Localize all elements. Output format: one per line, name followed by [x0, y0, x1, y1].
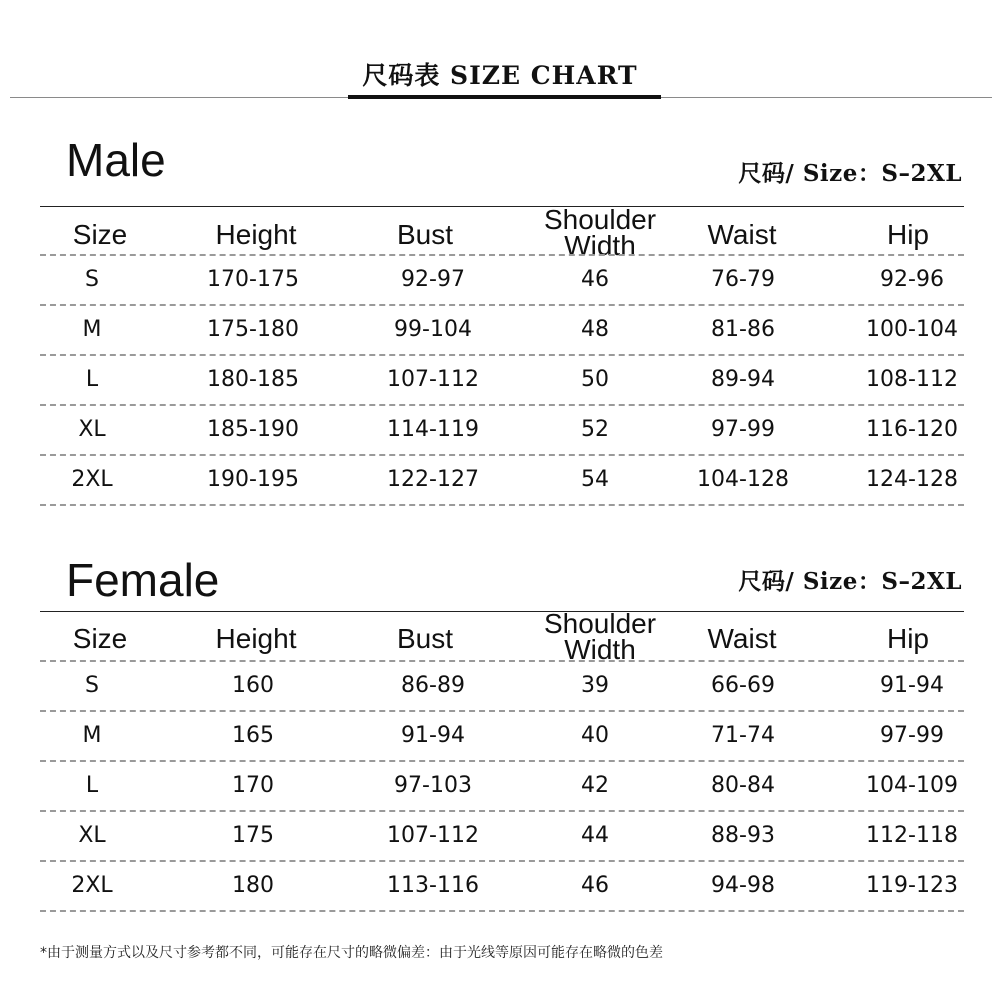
male-table-cell: 122-127 — [387, 467, 479, 492]
male-table-cell: 92-96 — [880, 267, 944, 292]
female-row-divider — [40, 660, 964, 662]
female-table-cell: 160 — [232, 673, 274, 698]
male-size-range: 尺码/ Size：S–2XL — [738, 160, 962, 187]
male-table-cell: 190-195 — [207, 467, 299, 492]
male-table-cell: 107-112 — [387, 367, 479, 392]
male-table-cell: 185-190 — [207, 417, 299, 442]
male-table-cell: 89-94 — [711, 367, 775, 392]
female-table-cell: 170 — [232, 773, 274, 798]
male-table-cell: 170-175 — [207, 267, 299, 292]
male-section-title: Male — [66, 134, 166, 186]
female-table-cell: 42 — [581, 773, 609, 798]
male-table-top-rule — [40, 206, 964, 207]
male-table-cell: 52 — [581, 417, 609, 442]
male-column-header: Hip — [886, 219, 930, 250]
male-table-cell: S — [85, 267, 99, 292]
female-section-title: Female — [66, 554, 220, 606]
female-table-cell: 91-94 — [401, 723, 465, 748]
male-table-cell: 116-120 — [866, 417, 958, 442]
male-table-cell: 100-104 — [866, 317, 958, 342]
male-row-divider — [40, 454, 964, 456]
male-table-cell: 175-180 — [207, 317, 299, 342]
male-table-cell: 48 — [581, 317, 609, 342]
female-column-header: Size — [72, 623, 128, 654]
female-row-divider — [40, 860, 964, 862]
female-row-divider — [40, 910, 964, 912]
female-table-cell: 91-94 — [880, 673, 944, 698]
male-table-cell: 92-97 — [401, 267, 465, 292]
female-table-cell: 44 — [581, 823, 609, 848]
header-divider-accent — [348, 95, 661, 99]
female-row-divider — [40, 710, 964, 712]
female-table-cell: 107-112 — [387, 823, 479, 848]
male-column-header: Height — [215, 219, 297, 250]
female-table-cell: 112-118 — [866, 823, 958, 848]
male-column-header: Size — [72, 219, 128, 250]
male-table-cell: 180-185 — [207, 367, 299, 392]
female-table-cell: 39 — [581, 673, 609, 698]
male-table-cell: 76-79 — [711, 267, 775, 292]
male-table-cell: 124-128 — [866, 467, 958, 492]
female-table-cell: 113-116 — [387, 873, 479, 898]
male-row-divider — [40, 354, 964, 356]
female-table-cell: 66-69 — [711, 673, 775, 698]
female-row-divider — [40, 810, 964, 812]
female-table-cell: XL — [78, 823, 106, 848]
female-column-header: Hip — [886, 623, 930, 654]
male-table-cell: 2XL — [71, 467, 113, 492]
female-table-cell: 2XL — [71, 873, 113, 898]
female-table-cell: 86-89 — [401, 673, 465, 698]
male-table-cell: 54 — [581, 467, 609, 492]
male-table-cell: M — [82, 317, 102, 342]
female-table-cell: M — [82, 723, 102, 748]
male-row-divider — [40, 404, 964, 406]
male-table-cell: 46 — [581, 267, 609, 292]
female-table-cell: 104-109 — [866, 773, 958, 798]
female-table-cell: 165 — [232, 723, 274, 748]
female-table-cell: S — [85, 673, 99, 698]
female-column-header: Waist — [707, 623, 777, 654]
male-table-cell: 99-104 — [394, 317, 472, 342]
female-table-cell: 97-99 — [880, 723, 944, 748]
male-table-cell: 50 — [581, 367, 609, 392]
female-column-header: Height — [215, 623, 297, 654]
male-row-divider — [40, 504, 964, 506]
male-row-divider — [40, 254, 964, 256]
female-table-cell: 94-98 — [711, 873, 775, 898]
female-column-header: Shoulder Width — [543, 608, 657, 665]
male-table-cell: 81-86 — [711, 317, 775, 342]
male-column-header: Waist — [707, 219, 777, 250]
female-table-cell: 71-74 — [711, 723, 775, 748]
female-table-cell: 119-123 — [866, 873, 958, 898]
page-title: 尺码表 SIZE CHART — [362, 61, 638, 90]
male-column-header: Shoulder Width — [543, 204, 657, 261]
male-column-header: Bust — [396, 219, 454, 250]
female-table-cell: L — [85, 773, 99, 798]
male-table-cell: 97-99 — [711, 417, 775, 442]
male-table-cell: 104-128 — [697, 467, 789, 492]
female-table-top-rule — [40, 611, 964, 612]
male-table-cell: 108-112 — [866, 367, 958, 392]
female-table-cell: 175 — [232, 823, 274, 848]
female-table-cell: 88-93 — [711, 823, 775, 848]
female-table-cell: 40 — [581, 723, 609, 748]
female-table-cell: 97-103 — [394, 773, 472, 798]
female-table-cell: 180 — [232, 873, 274, 898]
female-table-cell: 80-84 — [711, 773, 775, 798]
male-table-cell: L — [85, 367, 99, 392]
female-size-range: 尺码/ Size：S–2XL — [738, 568, 962, 595]
footnote: *由于测量方式以及尺寸参考都不同，可能存在尺寸的略微偏差：由于光线等原因可能存在略微的色差 — [40, 945, 663, 961]
female-column-header: Bust — [396, 623, 454, 654]
male-row-divider — [40, 304, 964, 306]
male-table-cell: 114-119 — [387, 417, 479, 442]
male-table-cell: XL — [78, 417, 106, 442]
female-table-cell: 46 — [581, 873, 609, 898]
female-row-divider — [40, 760, 964, 762]
